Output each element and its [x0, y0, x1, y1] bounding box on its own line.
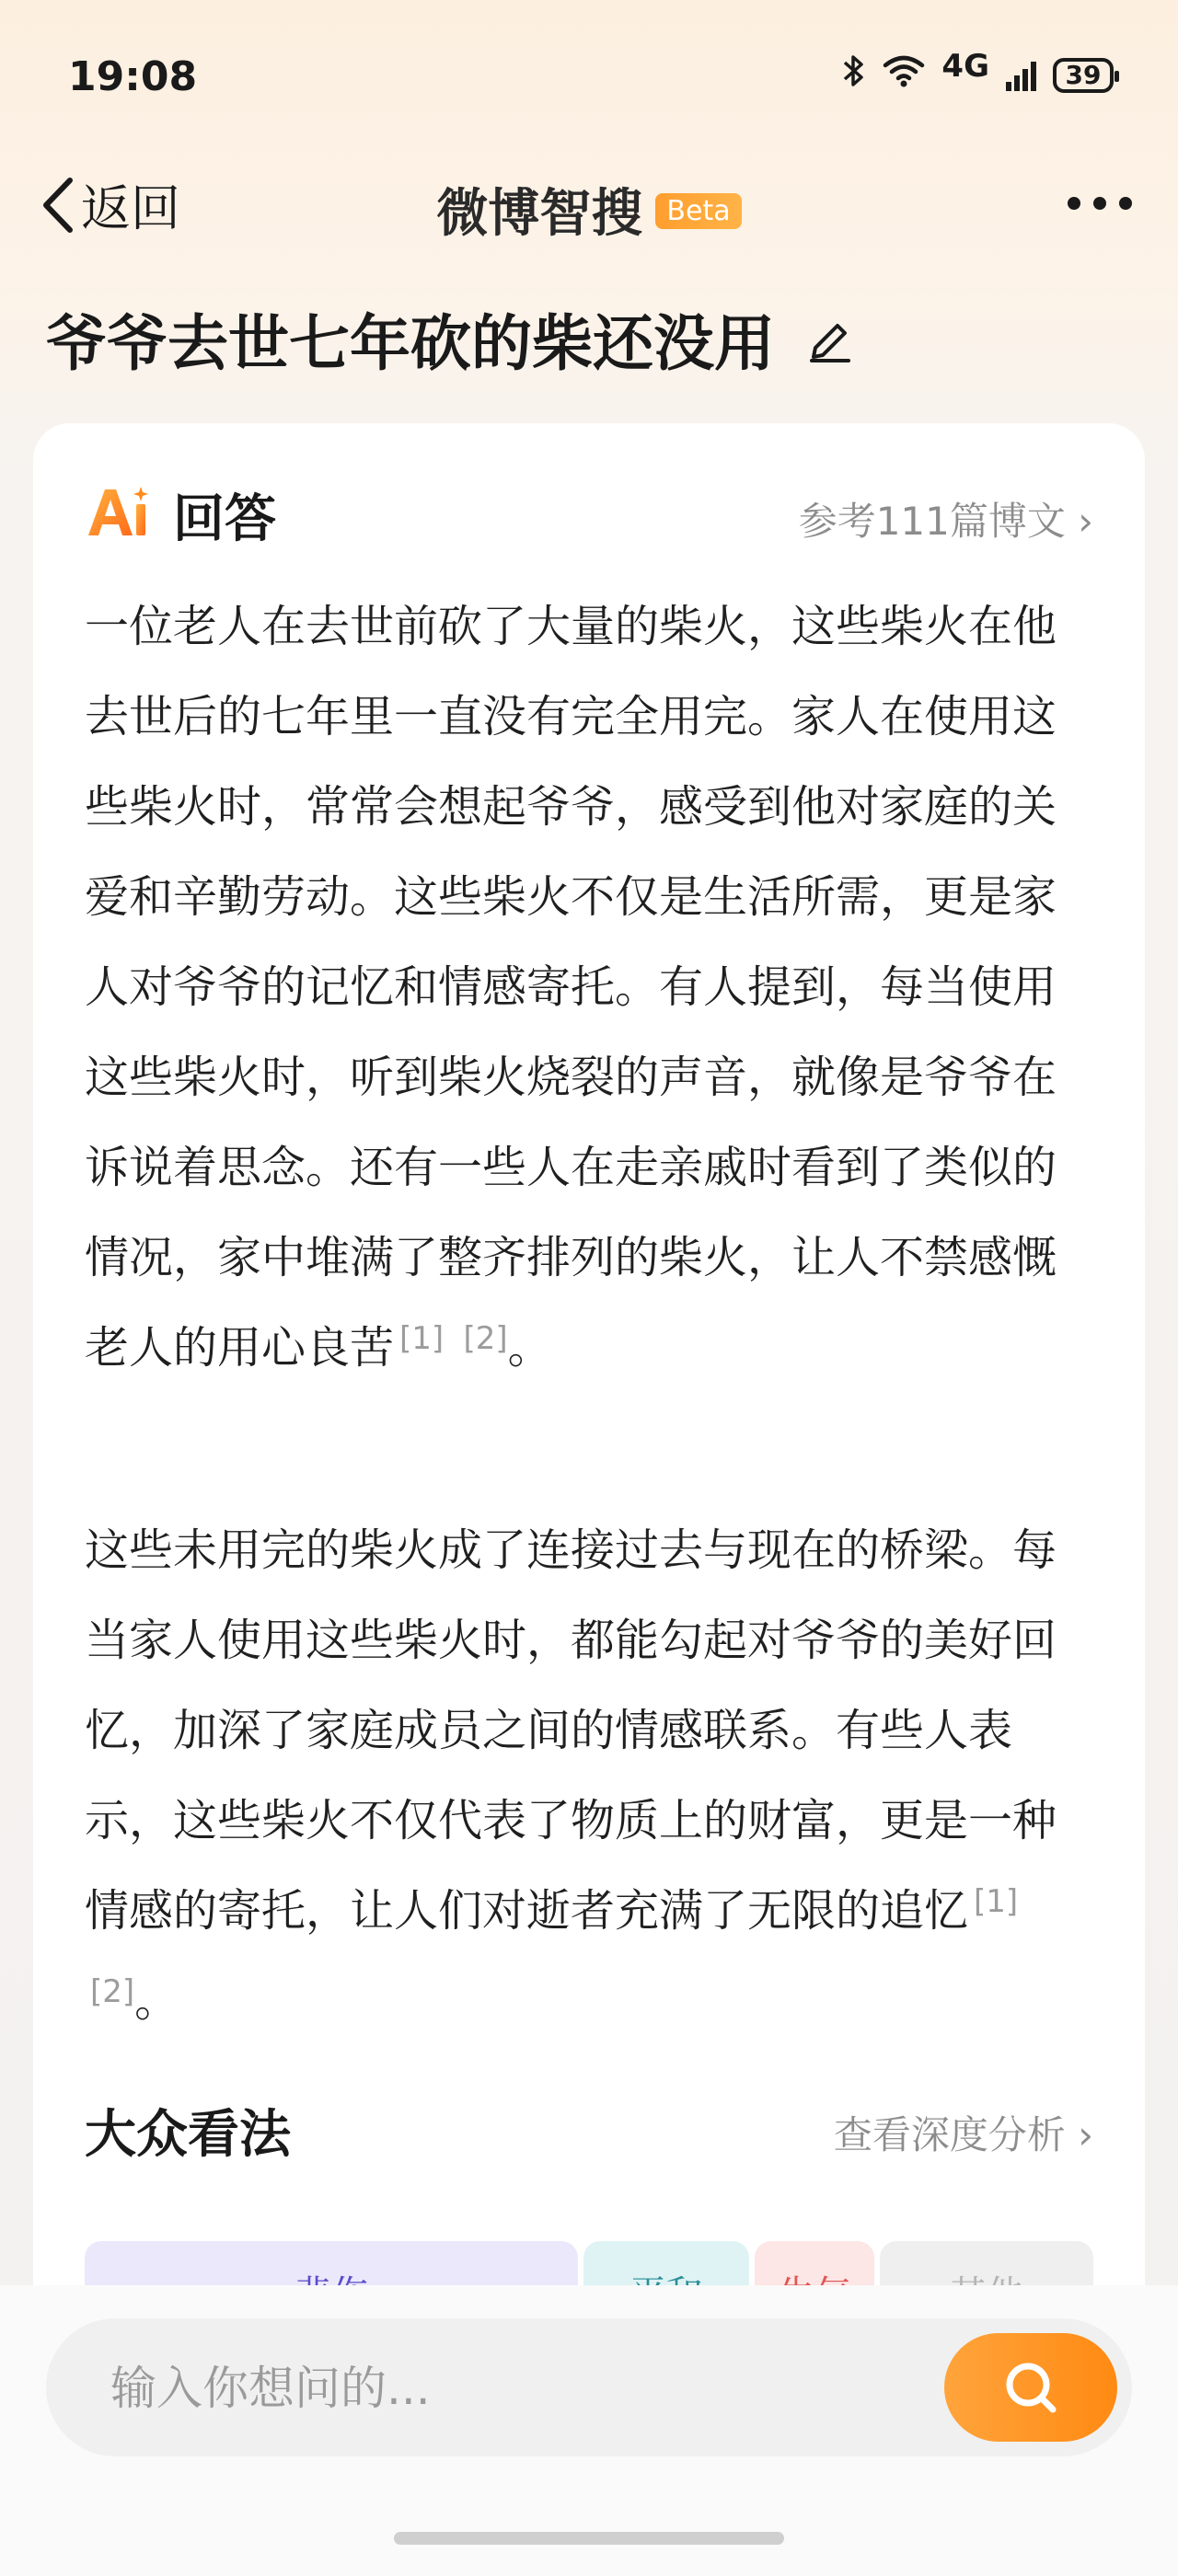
answer-paragraph-2 — [85, 1505, 1097, 2046]
answer-paragraph-1 — [85, 581, 1097, 1393]
citation-2[interactable]: [2] — [90, 1973, 135, 2010]
home-indicator[interactable] — [394, 2532, 784, 2545]
query-text: 爷爷去世七年砍的柴还没用 — [46, 308, 775, 379]
paragraph-end: 。 — [134, 1975, 179, 2027]
page-title — [0, 173, 1178, 247]
public-opinion-header — [85, 2094, 1093, 2168]
ai-logo-icon — [85, 484, 153, 539]
bluetooth-icon — [842, 53, 866, 97]
nav-bar — [0, 156, 1178, 248]
status-bar — [0, 0, 1178, 156]
query-title — [46, 294, 856, 382]
public-opinion-title: 大众看法 — [85, 2105, 291, 2165]
paragraph-text: 一位老人在去世前砍了大量的柴火，这些柴火在他去世后的七年里一直没有完全用完。家人在使用这些柴火时，常常会想起爷爷，感受到他对家庭的关爱和辛勤劳动。这些柴火不仅是生活所需，更是家人对爷爷的记忆和情感寄托。有人提到，每当使用这些柴火时，听到柴火烧裂的声音，就像是爷爷在诉说着思念。还有一些人在走亲戚时看到了类似的情况，家中堆满了整齐排列的柴火，让人不禁感慨老人的用心良苦 — [85, 601, 1057, 1374]
status-icons — [842, 47, 1114, 97]
battery-icon: 39 — [1053, 58, 1114, 93]
network-type: 4G — [941, 47, 989, 85]
deep-analysis-link[interactable]: 查看深度分析 › — [833, 2112, 1093, 2157]
search-button[interactable] — [944, 2333, 1117, 2442]
wifi-icon — [883, 54, 925, 96]
answer-header — [85, 478, 1093, 552]
citation-2[interactable]: [2] — [463, 1320, 508, 1357]
paragraph-end: 。 — [507, 1322, 552, 1374]
question-input[interactable] — [109, 2355, 941, 2421]
reference-link[interactable]: 参考111篇博文 › — [798, 499, 1093, 544]
citation-1[interactable]: [1] — [974, 1883, 1019, 1920]
status-time: 19:08 — [68, 53, 198, 100]
answer-card — [33, 423, 1145, 2392]
page-title-text: 微博智搜 — [436, 184, 643, 244]
more-icon[interactable] — [1068, 178, 1132, 228]
question-input-box — [46, 2318, 1132, 2456]
beta-badge: Beta — [655, 193, 741, 229]
citation-1[interactable]: [1] — [399, 1320, 445, 1357]
back-label: 返回 — [81, 179, 180, 237]
search-icon — [1000, 2357, 1061, 2418]
signal-icon — [1006, 60, 1036, 91]
paragraph-text: 这些未用完的柴火成了连接过去与现在的桥梁。每当家人使用这些柴火时，都能勾起对爷爷的美好回忆，加深了家庭成员之间的情感联系。有些人表示，这些柴火不仅代表了物质上的财富，更是一种情感的寄托，让人们对逝者充满了无限的追忆 — [85, 1524, 1057, 1937]
bottom-input-bar — [0, 2285, 1178, 2576]
edit-icon[interactable] — [804, 313, 856, 364]
answer-label: 回答 — [173, 478, 276, 552]
